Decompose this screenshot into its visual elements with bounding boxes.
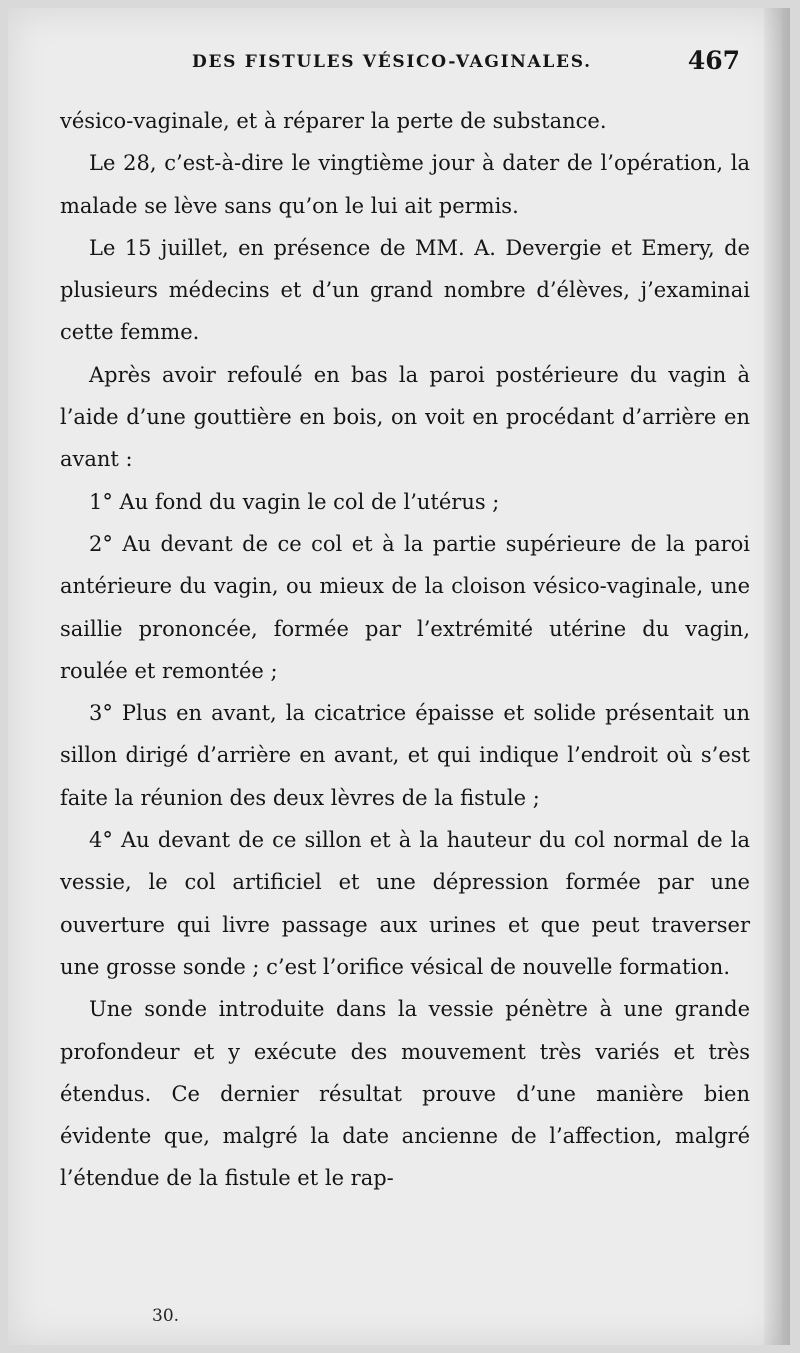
paragraph: Après avoir refoulé en bas la paroi postérieure du vagin à l’aide d’une gouttière en bois, on voit en procédant d’arrière en avant : (60, 362, 750, 472)
list-item: 2° Au devant de ce col et à la partie supérieure de la paroi antérieure du vagin, ou mieux de la cloison vésico-vaginale, une saillie prononcée, formée par l’extrémité utérine du vagin, roulée et remontée ; (60, 531, 750, 683)
page-header (60, 44, 750, 84)
running-title: DES FISTULES VÉSICO-VAGINALES. (192, 52, 592, 72)
book-page (8, 8, 782, 1345)
signature-mark: 30. (152, 1306, 180, 1326)
paragraph-continuation: vésico-vaginale, et à réparer la perte de substance. (60, 109, 607, 133)
page-number: 467 (687, 46, 740, 75)
list-item: 3° Plus en avant, la cicatrice épaisse et solide présentait un sillon dirigé d’arrière en avant, et qui indique l’endroit où s’est faite la réunion des deux lèvres de la fistule ; (60, 701, 750, 810)
paragraph: Le 15 juillet, en présence de MM. A. Devergie et Emery, de plusieurs médecins et d’un grand nombre d’élèves, j’examinai cette femme. (60, 235, 750, 345)
paragraph: Une sonde introduite dans la vessie pénètre à une grande profondeur et y exécute des mouvement très variés et très étendus. Ce dernier résultat prouve d’une manière bien évidente que, malgré la date ancienne de l’affection, malgré l’étendue de la fistule et le rap- (60, 997, 750, 1191)
page-body (60, 100, 750, 1200)
list-item: 4° Au devant de ce sillon et à la hauteur du col normal de la vessie, le col artificiel et une dépression formée par une ouverture qui livre passage aux urines et que peut traverser une grosse sonde ; c’est l’orifice vésical de nouvelle formation. (60, 828, 750, 979)
paragraph: Le 28, c’est-à-dire le vingtième jour à dater de l’opération, la malade se lève sans qu’on le lui ait permis. (60, 151, 750, 218)
list-item: 1° Au fond du vagin le col de l’utérus ; (89, 489, 500, 514)
